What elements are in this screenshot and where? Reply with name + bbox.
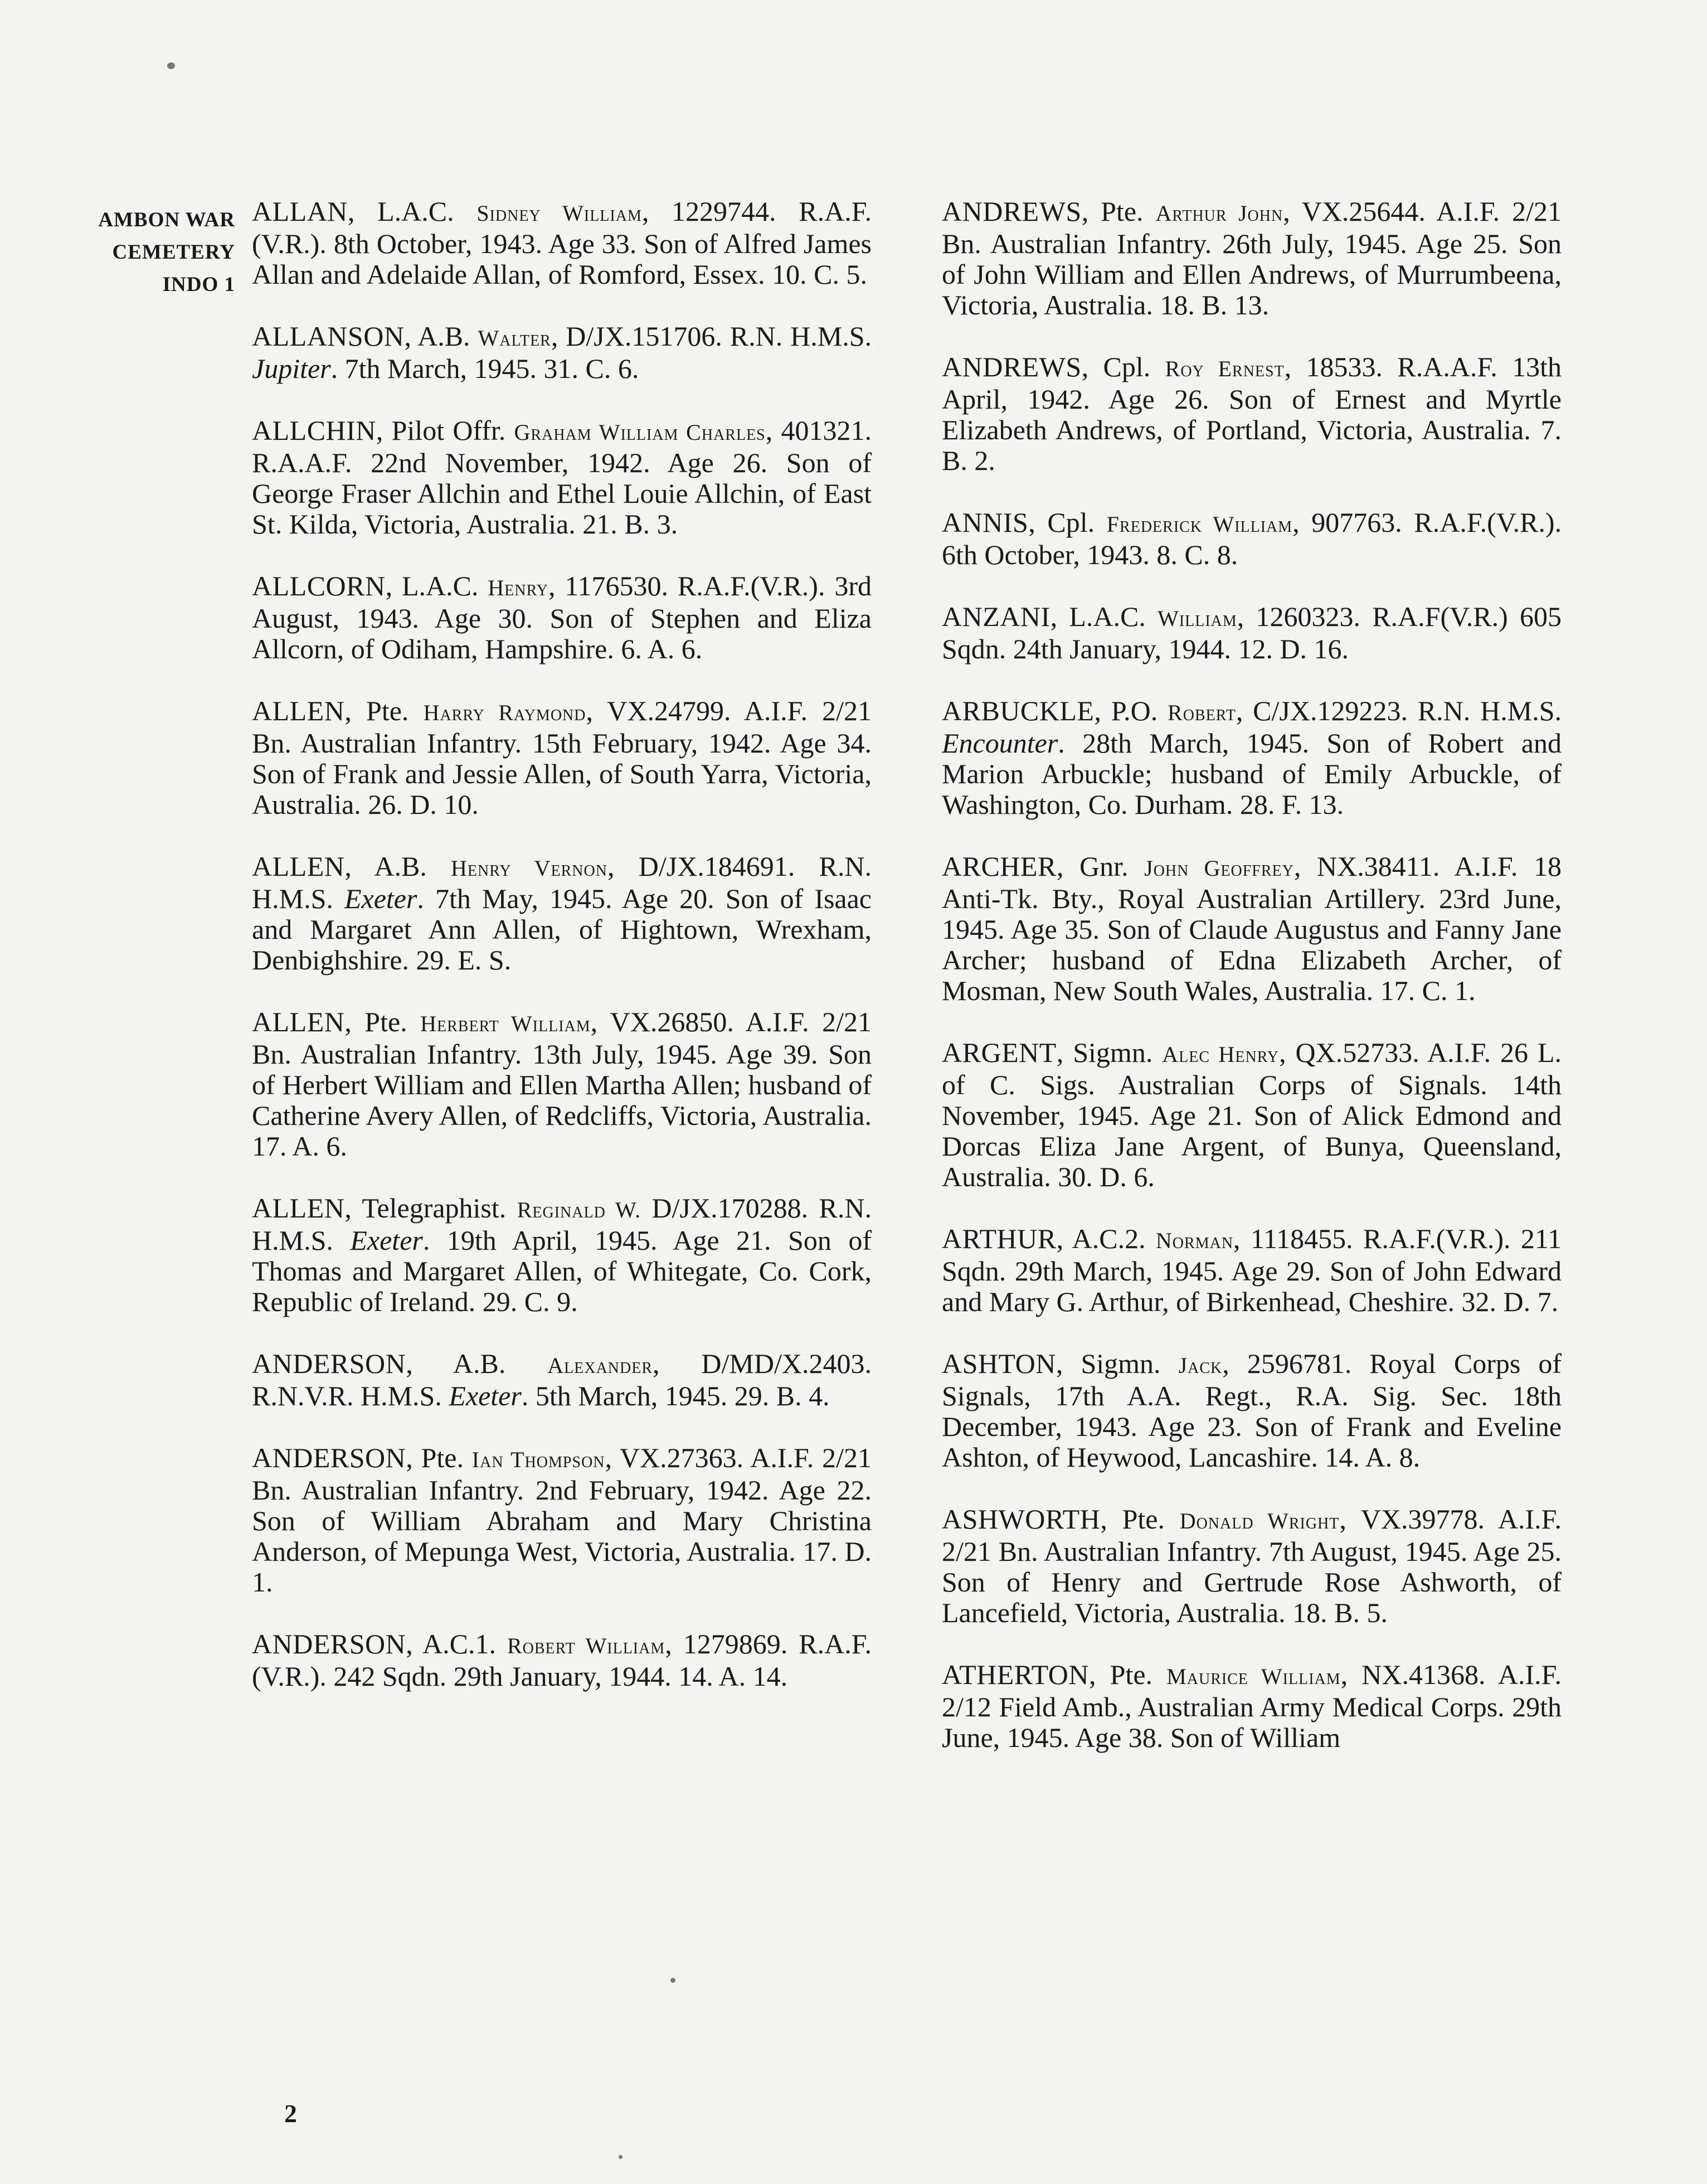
casualty-entry xyxy=(942,851,1562,1006)
entry-details: , NX.38411. A.I.F. 18 Anti-Tk. Bty., Royal Australian Artillery. 23rd June, 1945. Age 35. Son of Claude Augustus and Fanny Jane Archer; husband of Edna Elizabeth Archer, of Mosman, New South Wales, Australia. 17. C. 1. xyxy=(942,851,1562,1006)
entry-rank: , Pilot Offr. xyxy=(376,415,514,446)
entry-forenames: Herbert William xyxy=(420,1011,591,1036)
entry-rank: , A.C.1. xyxy=(406,1628,507,1659)
casualty-entry xyxy=(252,1443,872,1598)
entry-rank: , A.B. xyxy=(344,851,451,882)
entry-details: , 1229744. R.A.F. (V.R.). 8th October, 1943. Age 33. Son of Alfred James Allan and Adelaide Allan, of Romford, Essex. 10. C. 5. xyxy=(252,196,872,290)
entry-ship-name: Encounter xyxy=(942,727,1058,759)
casualty-entry xyxy=(942,696,1562,820)
entry-details: , D/JX.184691. R.N. H.M.S. xyxy=(252,851,872,914)
entry-rank: , L.A.C. xyxy=(347,196,477,227)
entry-details: , VX.25644. A.I.F. 2/21 Bn. Australian Infantry. 26th July, 1945. Age 25. Son of John William and Ellen Andrews, of Murrumbeena, Victoria, Australia. 18. B. 13. xyxy=(942,196,1562,321)
entry-surname: ALLEN xyxy=(252,1006,345,1037)
entry-rank: , Telegraphist. xyxy=(344,1192,517,1224)
entry-rank: , P.O. xyxy=(1094,695,1168,726)
entry-details: , VX.26850. A.I.F. 2/21 Bn. Australian Infantry. 13th July, 1945. Age 39. Son of Herbert William and Ellen Martha Allen; husband of Catherine Avery Allen, of Redcliffs, Victoria, Australia. 17. A. 6. xyxy=(252,1006,872,1162)
entry-rank: , Pte. xyxy=(1088,1659,1167,1690)
entry-rank: , A.C.2. xyxy=(1056,1223,1156,1254)
entry-forenames: Jack xyxy=(1178,1353,1223,1378)
entry-surname: ANZANI xyxy=(942,601,1051,632)
entry-rank: , L.A.C. xyxy=(385,570,488,601)
entry-details: , C/JX.129223. R.N. H.M.S. xyxy=(1236,695,1562,726)
entry-surname: ALLCHIN xyxy=(252,415,376,446)
entry-surname: ATHERTON xyxy=(942,1659,1089,1690)
entry-forenames: Alec Henry xyxy=(1162,1042,1280,1067)
entry-details-continued: . 28th March, 1945. Son of Robert and Marion Arbuckle; husband of Emily Arbuckle, of Washington, Co. Durham. 28. F. 13. xyxy=(942,727,1562,820)
casualty-entry xyxy=(252,415,872,540)
entry-rank: , L.A.C. xyxy=(1050,601,1158,632)
entry-rank: , A.B. xyxy=(404,321,478,352)
entry-forenames: Robert xyxy=(1168,700,1236,725)
scan-speck xyxy=(619,2155,623,2159)
entry-details: , 1279869. R.A.F.(V.R.). 242 Sqdn. 29th January, 1944. 14. A. 14. xyxy=(252,1628,872,1692)
entry-forenames: Donald Wright xyxy=(1179,1508,1340,1533)
entry-surname: ARTHUR xyxy=(942,1223,1057,1254)
entry-forenames: Henry Vernon xyxy=(451,856,607,881)
casualty-entry xyxy=(942,1224,1562,1317)
side-label-line-1: AMBON WAR xyxy=(98,208,235,231)
entry-forenames: Maurice William xyxy=(1166,1664,1341,1689)
entry-details: , D/JX.151706. R.N. H.M.S. xyxy=(551,321,872,352)
entry-rank: , Pte. xyxy=(1081,196,1156,227)
casualty-entry xyxy=(942,1348,1562,1473)
casualty-entry xyxy=(252,1193,872,1317)
entry-details-continued: . 7th March, 1945. 31. C. 6. xyxy=(330,353,639,384)
entry-details-continued: . 5th March, 1945. 29. B. 4. xyxy=(521,1380,830,1411)
casualty-entry xyxy=(252,696,872,820)
side-label-line-2: CEMETERY xyxy=(112,241,235,264)
entry-details: , 401321. R.A.A.F. 22nd November, 1942. Age 26. Son of George Fraser Allchin and Ethel Louie Allchin, of East St. Kilda, Victoria, Australia. 21. B. 3. xyxy=(252,415,872,540)
entry-forenames: Henry xyxy=(488,575,548,600)
entry-forenames: Robert William xyxy=(507,1633,665,1658)
entry-surname: ASHWORTH xyxy=(942,1503,1101,1535)
entry-rank: , Cpl. xyxy=(1081,351,1165,382)
entry-forenames: Alexander xyxy=(547,1353,653,1378)
entry-surname: ASHTON xyxy=(942,1348,1056,1379)
entry-forenames: William xyxy=(1158,606,1237,631)
entry-rank: , Pte. xyxy=(344,1006,421,1037)
scan-speck xyxy=(167,62,175,69)
casualty-entry xyxy=(942,601,1562,664)
casualty-entry xyxy=(252,1629,872,1692)
entry-details: , VX.27363. A.I.F. 2/21 Bn. Australian Infantry. 2nd February, 1942. Age 22. Son of William Abraham and Mary Christina Anderson, of Mepunga West, Victoria, Australia. 17. D. 1. xyxy=(252,1442,872,1598)
entry-forenames: Roy Ernest xyxy=(1165,356,1285,381)
entry-details: , 1176530. R.A.F.(V.R.). 3rd August, 1943. Age 30. Son of Stephen and Eliza Allcorn, of Odiham, Hampshire. 6. A. 6. xyxy=(252,570,872,664)
entry-surname: ALLCORN xyxy=(252,570,386,601)
entry-forenames: Frederick William xyxy=(1106,512,1293,537)
casualty-entry xyxy=(252,851,872,975)
entry-surname: ANDREWS xyxy=(942,351,1082,382)
cemetery-side-label xyxy=(84,204,235,301)
entry-forenames: Graham William Charles xyxy=(514,420,766,445)
entry-surname: ALLEN xyxy=(252,851,345,882)
casualty-entry xyxy=(252,1348,872,1411)
entry-forenames: Arthur John xyxy=(1155,201,1283,226)
entry-surname: ANDERSON xyxy=(252,1348,406,1379)
entry-details: , 907763. R.A.F.(V.R.). 6th October, 1943. 8. C. 8. xyxy=(942,507,1562,570)
casualty-entry xyxy=(252,321,872,384)
entry-rank: , Sigmn. xyxy=(1056,1037,1163,1068)
entry-details: , VX.24799. A.I.F. 2/21 Bn. Australian Infantry. 15th February, 1942. Age 34. Son of Frank and Jessie Allen, of South Yarra, Victoria, Australia. 26. D. 10. xyxy=(252,695,872,820)
casualty-entry xyxy=(942,1659,1562,1753)
entry-rank: , Pte. xyxy=(1100,1503,1180,1535)
entry-forenames: Harry Raymond xyxy=(423,700,586,725)
entry-ship-name: Exeter xyxy=(449,1380,522,1411)
side-label-line-3: INDO 1 xyxy=(162,273,235,296)
entry-rank: , Pte. xyxy=(344,695,424,726)
casualty-entry xyxy=(942,352,1562,476)
casualty-entry xyxy=(942,196,1562,321)
entry-details-continued: . 7th May, 1945. Age 20. Son of Isaac and Margaret Ann Allen, of Hightown, Wrexham, Denbighshire. 29. E. S. xyxy=(252,883,872,975)
entry-rank: , Cpl. xyxy=(1028,507,1107,538)
entry-forenames: John Geoffrey xyxy=(1144,856,1294,881)
casualty-entry xyxy=(942,507,1562,570)
entry-surname: ANDERSON xyxy=(252,1628,406,1659)
entry-ship-name: Jupiter xyxy=(252,353,331,384)
scan-speck xyxy=(670,1978,675,1983)
entry-surname: ALLEN xyxy=(252,695,345,726)
entry-ship-name: Exeter xyxy=(344,883,417,914)
casualty-entry xyxy=(942,1504,1562,1628)
entry-surname: ANDREWS xyxy=(942,196,1082,227)
entry-ship-name: Exeter xyxy=(350,1225,423,1256)
left-column xyxy=(252,196,872,1723)
casualty-entry xyxy=(942,1037,1562,1192)
entry-forenames: Walter xyxy=(478,326,551,351)
entry-details: , 18533. R.A.A.F. 13th April, 1942. Age 26. Son of Ernest and Myrtle Elizabeth Andrews, of Portland, Victoria, Australia. 7. B. 2. xyxy=(942,351,1562,476)
entry-surname: ARGENT xyxy=(942,1037,1057,1068)
entry-forenames: Reginald W. xyxy=(517,1197,641,1222)
entry-rank: , Pte. xyxy=(406,1442,472,1473)
entry-details: , VX.39778. A.I.F. 2/21 Bn. Australian Infantry. 7th August, 1945. Age 25. Son of Henry and Gertrude Rose Ashworth, of Lancefield, Victoria, Australia. 18. B. 5. xyxy=(942,1503,1562,1628)
entry-surname: ALLEN xyxy=(252,1192,345,1224)
entry-details: , 1260323. R.A.F(V.R.) 605 Sqdn. 24th January, 1944. 12. D. 16. xyxy=(942,601,1562,664)
entry-details-continued: . 19th April, 1945. Age 21. Son of Thomas and Margaret Allen, of Whitegate, Co. Cork, Republic of Ireland. 29. C. 9. xyxy=(252,1225,872,1317)
casualty-entry xyxy=(252,571,872,664)
casualty-entry xyxy=(252,1007,872,1162)
casualty-entry xyxy=(252,196,872,290)
entry-details: D/JX.170288. R.N. H.M.S. xyxy=(252,1192,872,1256)
page-number: 2 xyxy=(284,2099,297,2128)
entry-rank: , A.B. xyxy=(406,1348,548,1379)
entry-surname: ALLANSON xyxy=(252,321,405,352)
entry-details: , 1118455. R.A.F.(V.R.). 211 Sqdn. 29th March, 1945. Age 29. Son of John Edward and Mary G. Arthur, of Birkenhead, Cheshire. 32. D. 7. xyxy=(942,1223,1562,1317)
entry-surname: ALLAN xyxy=(252,196,348,227)
entry-forenames: Sidney William xyxy=(476,201,642,226)
entry-surname: ARBUCKLE xyxy=(942,695,1095,726)
entry-details: , QX.52733. A.I.F. 26 L. of C. Sigs. Australian Corps of Signals. 14th November, 1945. Age 21. Son of Alick Edmond and Dorcas Eliza Jane Argent, of Bunya, Queensland, Australia. 30. D. 6. xyxy=(942,1037,1562,1192)
entry-surname: ARCHER xyxy=(942,851,1057,882)
entry-forenames: Ian Thompson xyxy=(471,1447,605,1472)
entry-surname: ANNIS xyxy=(942,507,1029,538)
entry-details: , 2596781. Royal Corps of Signals, 17th A.A. Regt., R.A. Sig. Sec. 18th December, 1943. Age 23. Son of Frank and Eveline Ashton, of Heywood, Lancashire. 14. A. 8. xyxy=(942,1348,1562,1473)
entry-forenames: Norman xyxy=(1155,1228,1234,1253)
entry-surname: ANDERSON xyxy=(252,1442,406,1473)
entry-details: , NX.41368. A.I.F. 2/12 Field Amb., Australian Army Medical Corps. 29th June, 1945. Age 38. Son of William xyxy=(942,1659,1562,1753)
entry-details: , D/MD/X.2403. R.N.V.R. H.M.S. xyxy=(252,1348,872,1411)
entry-rank: , Sigmn. xyxy=(1056,1348,1179,1379)
right-column xyxy=(942,196,1562,1784)
entry-rank: , Gnr. xyxy=(1056,851,1145,882)
